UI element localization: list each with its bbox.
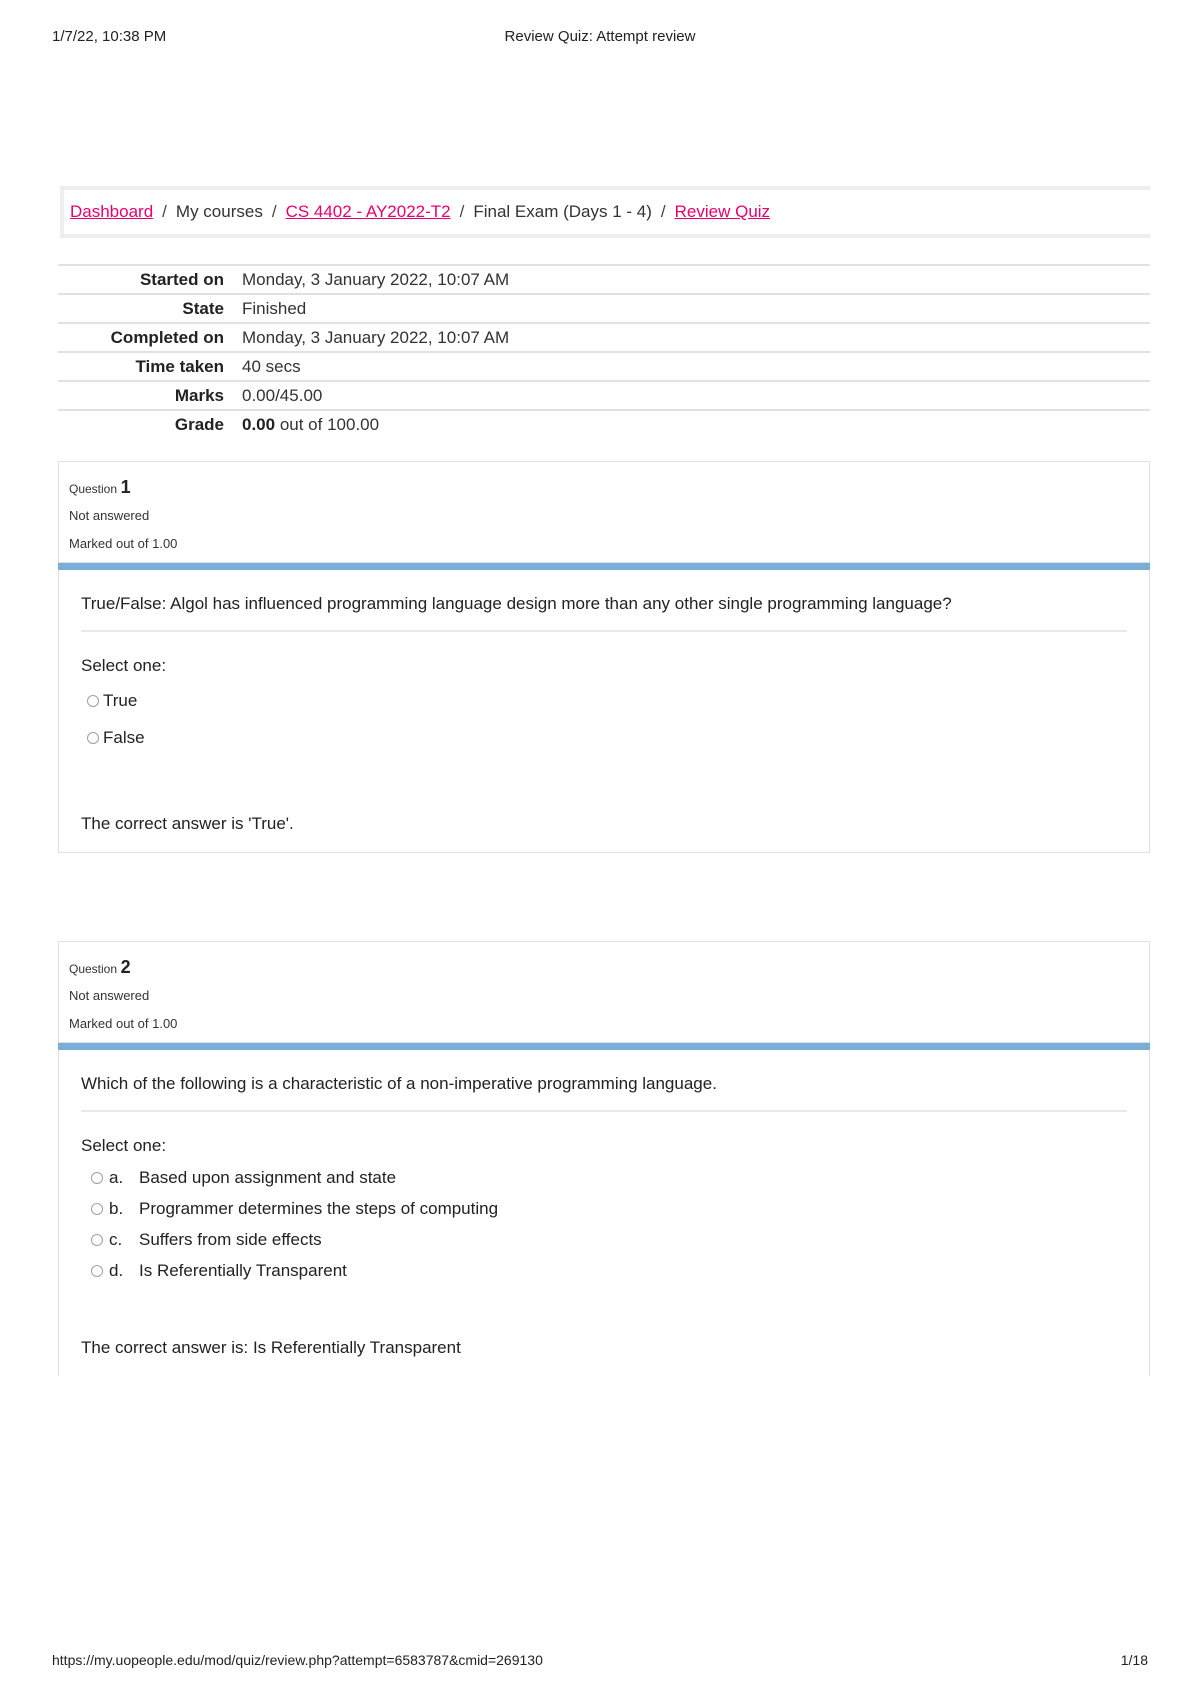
summary-row: [58, 265, 1150, 294]
breadcrumb-course-link[interactable]: CS 4402 - AY2022-T2: [285, 202, 451, 221]
question-marks: Marked out of 1.00: [69, 1016, 178, 1031]
summary-value: Finished: [242, 298, 307, 318]
answer-option-letter: a.: [109, 1167, 124, 1187]
answer-option-letter: c.: [109, 1229, 123, 1249]
radio-button-icon[interactable]: [91, 1234, 103, 1246]
breadcrumb-dashboard-link[interactable]: Dashboard: [70, 202, 154, 221]
summary-value: Monday, 3 January 2022, 10:07 AM: [242, 327, 510, 347]
print-header: [52, 28, 1148, 48]
answer-option-letter: b.: [109, 1198, 124, 1218]
breadcrumb-separator: /: [459, 202, 465, 221]
question-text: Which of the following is a characteristic of a non-imperative programming language.: [81, 1074, 1127, 1112]
summary-row: [58, 323, 1150, 352]
print-datetime: 1/7/22, 10:38 PM: [52, 28, 167, 45]
breadcrumb-separator: /: [660, 202, 666, 221]
summary-label: Started on: [139, 269, 224, 289]
answer-option-a[interactable]: [81, 1162, 1127, 1193]
question-1: [58, 461, 1150, 853]
question-number: 2: [120, 957, 131, 977]
summary-row: [58, 294, 1150, 323]
answer-option-d[interactable]: [81, 1255, 1127, 1286]
answer-option-label: True: [103, 690, 138, 710]
attempt-summary-table: [58, 264, 1150, 439]
correct-answer-feedback: The correct answer is: Is Referentially Transparent: [58, 1320, 1150, 1376]
question-text: True/False: Algol has influenced programming language design more than any other single programming language?: [81, 594, 1127, 632]
print-url: https://my.uopeople.edu/mod/quiz/review.php?attempt=6583787&cmid=269130: [52, 1652, 543, 1668]
question-content: [58, 570, 1150, 796]
correct-answer-feedback: The correct answer is 'True'.: [58, 796, 1150, 853]
question-info: [58, 461, 1150, 563]
answer-option-letter: d.: [109, 1260, 124, 1280]
summary-value: [238, 410, 1150, 439]
summary-row: [58, 381, 1150, 410]
summary-label: Marks: [174, 385, 224, 405]
answer-option-false[interactable]: [81, 719, 1127, 756]
radio-button-icon[interactable]: [87, 732, 99, 744]
summary-value: 0.00/45.00: [242, 385, 323, 405]
breadcrumb-section: Final Exam (Days 1 - 4): [473, 202, 652, 221]
print-page-number: 1/18: [1120, 1652, 1148, 1668]
question-state: Not answered: [69, 508, 150, 523]
breadcrumb: [60, 186, 1150, 238]
question-content: [58, 1050, 1150, 1320]
answer-option-c[interactable]: [81, 1224, 1127, 1255]
question-label: Question: [69, 482, 118, 496]
radio-button-icon[interactable]: [87, 695, 99, 707]
summary-value: Monday, 3 January 2022, 10:07 AM: [242, 269, 510, 289]
answer-option-label: Programmer determines the steps of computing: [139, 1198, 499, 1218]
breadcrumb-review-quiz-link[interactable]: Review Quiz: [674, 202, 771, 221]
summary-label: State: [182, 298, 224, 318]
question-state: Not answered: [69, 988, 150, 1003]
summary-label: Grade: [174, 415, 224, 434]
print-doc-title: Review Quiz: Attempt review: [504, 28, 696, 45]
breadcrumb-my-courses: My courses: [175, 202, 263, 221]
radio-button-icon[interactable]: [91, 1203, 103, 1215]
answer-option-label: False: [103, 727, 145, 747]
answer-option-label: Suffers from side effects: [139, 1229, 322, 1249]
answer-option-label: Is Referentially Transparent: [139, 1260, 347, 1280]
breadcrumb-separator: /: [271, 202, 277, 221]
answer-option-true[interactable]: [81, 682, 1127, 719]
radio-button-icon[interactable]: [91, 1172, 103, 1184]
summary-label: Time taken: [135, 356, 224, 376]
print-footer: [52, 1652, 1148, 1672]
grade-value: 0.00: [242, 415, 276, 434]
question-info: [58, 941, 1150, 1043]
question-divider-bar: [58, 563, 1150, 570]
summary-row: [58, 352, 1150, 381]
grade-out-of: out of 100.00: [279, 415, 380, 434]
question-divider-bar: [58, 1043, 1150, 1050]
answer-option-label: Based upon assignment and state: [139, 1167, 397, 1187]
answer-option-b[interactable]: [81, 1193, 1127, 1224]
summary-label: Completed on: [110, 327, 224, 347]
summary-value: 40 secs: [242, 356, 301, 376]
select-one-prompt: Select one:: [81, 656, 167, 675]
summary-row: [58, 410, 1150, 439]
select-one-prompt: Select one:: [81, 1136, 167, 1155]
question-marks: Marked out of 1.00: [69, 536, 178, 551]
radio-button-icon[interactable]: [91, 1265, 103, 1277]
question-number: 1: [120, 477, 131, 497]
breadcrumb-separator: /: [162, 202, 167, 221]
question-label: Question: [69, 962, 118, 976]
question-2: [58, 941, 1150, 1376]
